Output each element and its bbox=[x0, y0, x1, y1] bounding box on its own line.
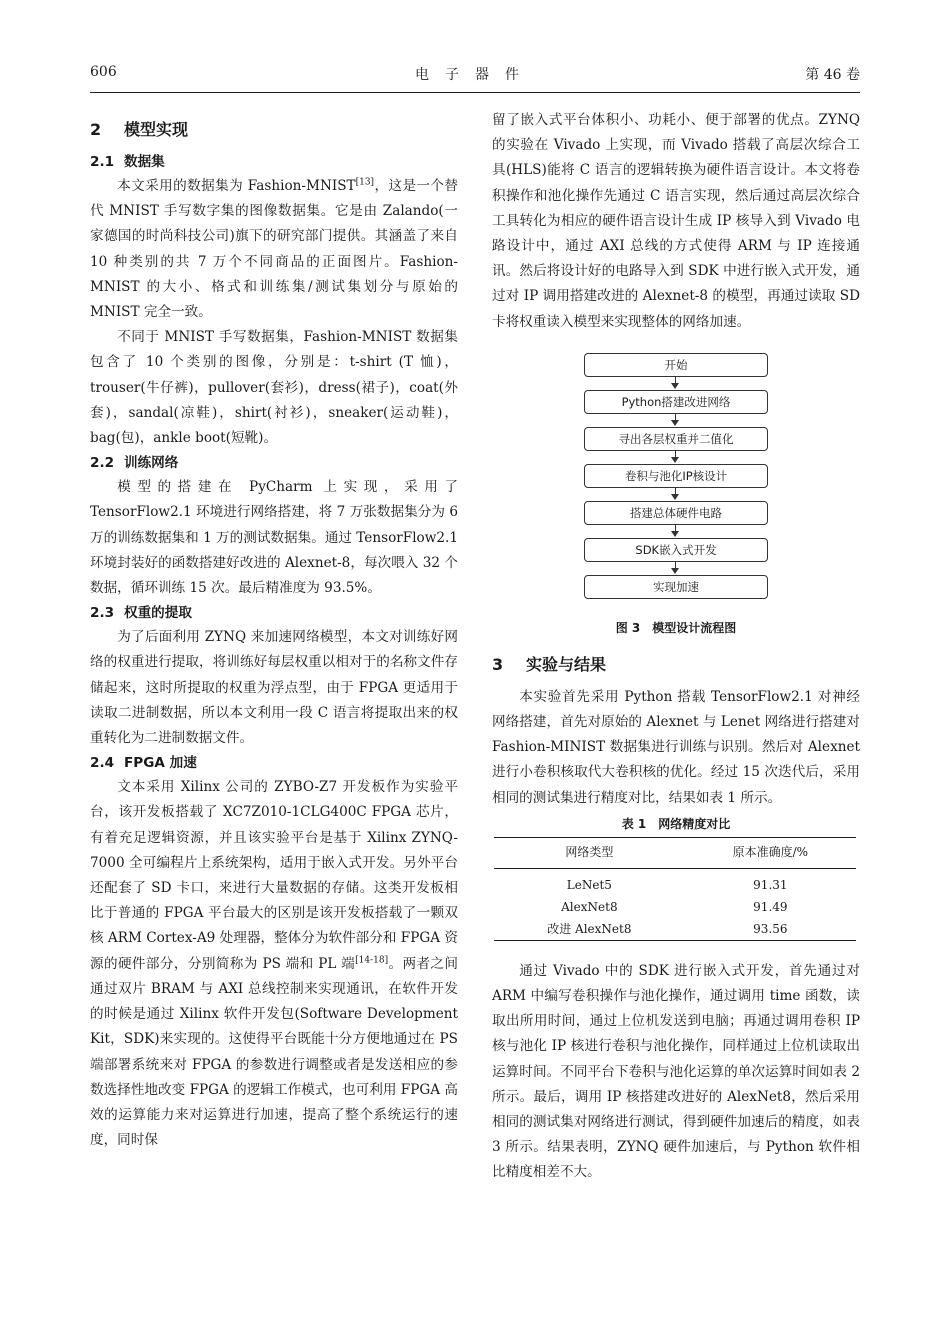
table-row bbox=[494, 896, 856, 918]
table-row bbox=[494, 868, 856, 896]
volume-label: 第 46 卷 bbox=[805, 67, 860, 83]
running-header bbox=[90, 64, 860, 86]
table-row bbox=[494, 918, 856, 941]
flow-step-hardware: 搭建总体硬件电路 bbox=[584, 501, 768, 525]
table-cell-network: LeNet5 bbox=[566, 877, 612, 892]
flow-step-start: 开始 bbox=[584, 353, 768, 377]
table-header-network: 网络类型 bbox=[494, 837, 685, 868]
flow-step-accelerate: 实现加速 bbox=[584, 575, 768, 599]
paragraph-2-1-2: 不同于 MNIST 手写数据集，Fashion-MNIST 数据集包含了 10 个类别的图像，分别是：t-shirt (T 恤)，trouser(牛仔裤)，pullover(套衫)，dress(裙子)，coat(外套)，sandal(凉鞋)，shirt(衬衫)，sneaker(运动鞋)，bag(包)，ankle boot(短靴)。 bbox=[90, 329, 458, 447]
flow-arrow bbox=[671, 568, 679, 574]
paragraph-2-1-1: 本文采用的数据集为 Fashion-MNIST[13]，这是一个替代 MNIST 手写数字集的图像数据集。它是由 Zalando(一家德国的时尚科技公司)旗下的研究部门提供。其涵盖了来自 10 种类别的共 7 万个不同商品的正面图片。Fashion-MNIST 的大小、格式和训练集/测试集划分与原始的 MNIST 完全一致。 bbox=[90, 177, 459, 321]
table-cell-accuracy: 91.31 bbox=[753, 877, 788, 892]
paragraph-2-2-1: 模型的搭建在 PyCharm 上实现，采用了 TensorFlow2.1 环境进行网络搭建，将 7 万张数据集分为 6 万的训练数据集和 1 万的测试数据集。通过 TensorFlow2.1 环境封装好的函数搭建好改进的 Alexnet-8，每次喂入 32 个数据，循环训练 15 次。最后精准度为 93.5%。 bbox=[90, 479, 458, 597]
citation-14-18: [14-18] bbox=[355, 955, 389, 966]
flowchart bbox=[492, 345, 860, 615]
journal-name: 电子器件 bbox=[415, 67, 535, 83]
flow-step-sdk: SDK嵌入式开发 bbox=[584, 538, 768, 562]
page-number: 606 bbox=[90, 64, 117, 80]
table-1-caption: 表 1 网络精度对比 bbox=[621, 816, 731, 831]
table-cell-accuracy: 93.56 bbox=[685, 918, 856, 941]
accuracy-table bbox=[494, 837, 856, 941]
table-cell-network: AlexNet8 bbox=[561, 899, 618, 914]
flow-arrow bbox=[671, 383, 679, 389]
paragraph-3-2: 通过 Vivado 中的 SDK 进行嵌入式开发，首先通过对 ARM 中编写卷积操作与池化操作，通过调用 time 函数，读取出所用时间，通过上位机发送到电脑；再通过调用卷积 IP 核与池化 IP 核进行卷积与池化操作，同样通过上位机读取出运算时间。不同平台下卷积与池化运算的单次运算时间如表 2 所示。最后，调用 IP 核搭建改进好的 AlexNet8，然后采用相同的测试集对网络进行测试，得到硬件加速后的精度，如表 3 所示。结果表明，ZYNQ 硬件加速后，与 Python 软件相比精度相差不大。 bbox=[492, 962, 860, 1181]
paragraph-3-1: 本实验首先采用 Python 搭载 TensorFlow2.1 对神经网络搭建，首先对原始的 Alexnet 与 Lenet 网络进行搭建对 Fashion-MINIST 数据集进行训练与识别。然后对 Alexnet 进行小卷积核取代大卷积核的优化。经过 15 次迭代后，采用相同的测试集进行精度对比，结果如表 1 所示。 bbox=[492, 688, 860, 806]
flow-arrow bbox=[671, 457, 679, 463]
flow-step-python: Python搭建改进网络 bbox=[584, 390, 768, 414]
section-2-heading: 2 模型实现 bbox=[90, 120, 189, 139]
flow-arrow bbox=[671, 420, 679, 426]
subsection-2-2-heading: 2.2 训练网络 bbox=[90, 455, 179, 472]
table-cell-network: 改进 AlexNet8 bbox=[494, 918, 685, 941]
table-cell-accuracy: 91.49 bbox=[753, 899, 788, 914]
table-header-accuracy: 原本准确度/% bbox=[685, 837, 856, 868]
paragraph-2-4-1: 文本采用 Xilinx 公司的 ZYBO-Z7 开发板作为实验平台，该开发板搭载了 XC7Z010-1CLG400C FPGA 芯片，有着充足逻辑资源，并且该实验平台是基于 Xilinx ZYNQ-7000 全可编程片上系统架构，适用于嵌入式开发。另外平台还配套了 SD 卡口，来进行大量数据的存储。这类开发板相比于普通的 FPGA 平台最大的区别是该开发板搭载了一颗双核 ARM Cortex-A9 处理器，整体分为软件部分和 FPGA 资源的硬件部分，分别简称为 PS 端和 PL 端[14-18]。两者之间通过双片 BRAM 与 AXI 总线控制来实现通讯，在软件开发的时候是通过 Xilinx 软件开发包(Software Development Kit，SDK)来实现的。这使得平台既能十分方便地通过在 PS 端部署系统来对 FPGA 的参数进行调整或者是发送相应的参数选择性地改变 FPGA 的逻辑工作模式，也可利用 FPGA 高效的运算能力来对运算进行加速，提高了整个系统运行的速度，同时保 bbox=[90, 779, 459, 1149]
section-3-heading: 3 实验与结果 bbox=[492, 654, 607, 674]
subsection-2-3-heading: 2.3 权重的提取 bbox=[90, 605, 192, 622]
flow-step-ip-core: 卷积与池化IP核设计 bbox=[584, 464, 768, 488]
paragraph-2-4-continued: 留了嵌入式平台体积小、功耗小、便于部署的优点。ZYNQ 的实验在 Vivado 上实现，而 Vivado 搭载了高层次综合工具(HLS)能将 C 语言的逻辑转换为硬件语言设计。本文将卷积操作和池化操作先通过 C 语言实现，然后通过高层次综合工具转化为相应的硬件语言设计生成 IP 核导入到 Vivado 电路设计中，通过 AXI 总线的方式使得 ARM 与 IP 连接通讯。然后将设计好的电路导入到 SDK 中进行嵌入式开发，通过对 IP 调用搭建改进的 Alexnet-8 的模型，再通过读取 SD 卡将权重读入模型来实现整体的网络加速。 bbox=[492, 112, 860, 330]
subsection-2-1-heading: 2.1 数据集 bbox=[90, 154, 165, 170]
paragraph-2-3-1: 为了后面利用 ZYNQ 来加速网络模型，本文对训练好网络的权重进行提取，将训练好每层权重以相对于的名称文件存储起来，这时所提取的权重为浮点型，由于 FPGA 更适用于读取二进制数据，所以本文利用一段 C 语言将提取出来的权重转化为二进制数据文件。 bbox=[90, 629, 458, 747]
subsection-2-4-heading: 2.4 FPGA 加速 bbox=[90, 755, 197, 772]
left-column bbox=[90, 108, 458, 1153]
flow-arrow bbox=[671, 494, 679, 500]
figure-3-caption: 图 3 模型设计流程图 bbox=[615, 620, 737, 635]
right-column bbox=[492, 108, 860, 1186]
citation-13: [13] bbox=[355, 177, 375, 188]
header-rule bbox=[90, 92, 860, 93]
flow-step-weights: 寻出各层权重并二值化 bbox=[584, 427, 768, 451]
flow-arrow bbox=[671, 531, 679, 537]
